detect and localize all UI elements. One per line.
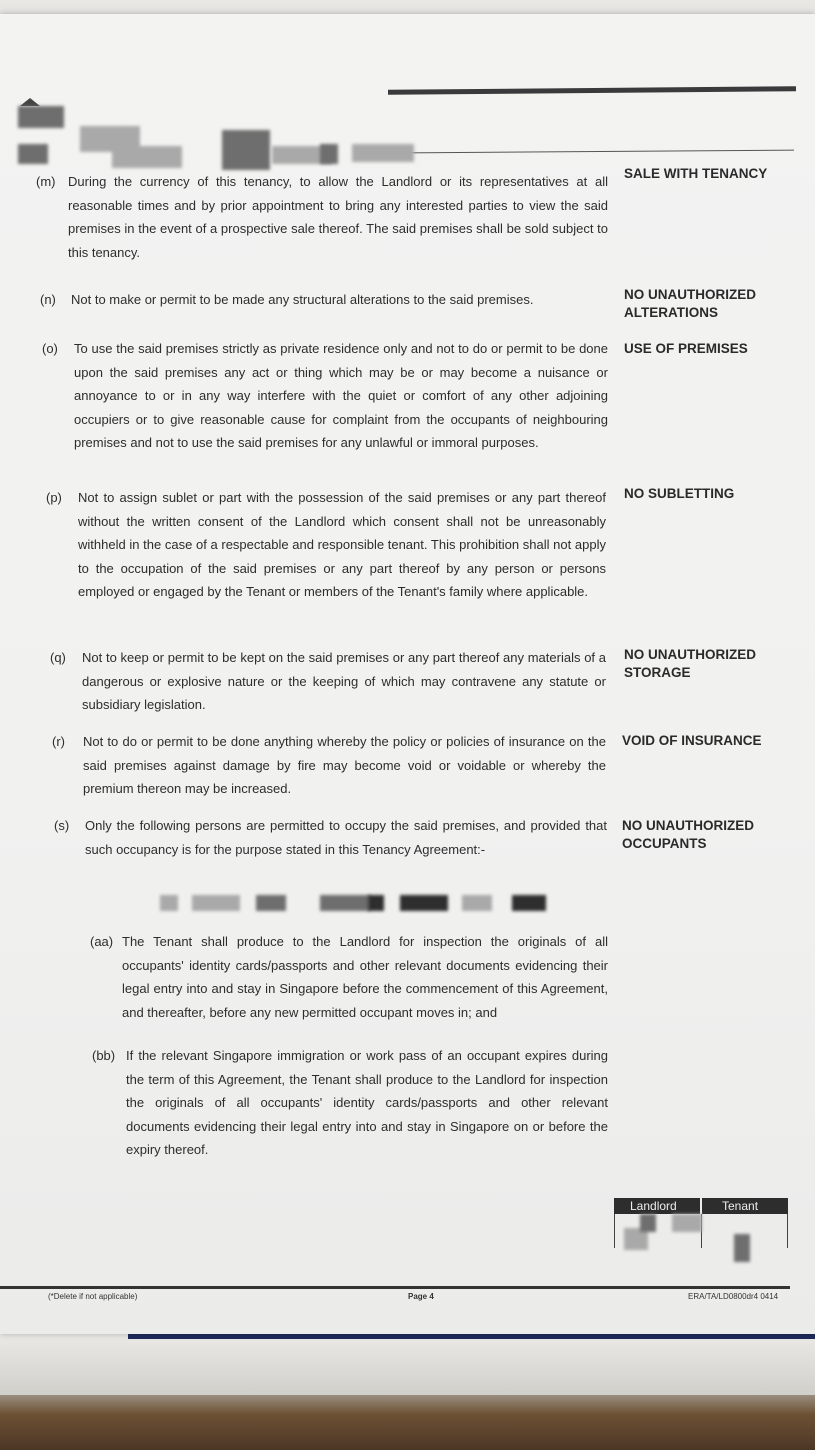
- redacted-header-block: [222, 130, 270, 170]
- clause-text: Not to do or permit to be done anything whereby the policy or policies of insurance on the said premises against damage by fire may become void or voidable or whereby the premium thereon may be increased.: [83, 734, 606, 796]
- header-rule-thin: [408, 150, 794, 154]
- clause-text: Not to assign sublet or part with the possession of the said premises or any part thereof without the written consent of the Landlord which consent shall not be unreasonably withheld in the case of a respectable and responsible tenant. This prohibition shall not apply to the occupation of the said premises or any part thereof by any person or persons employed or engaged by the Tenant or members of the Tenant's family where applicable.: [78, 490, 606, 599]
- redacted-occupant: [320, 895, 370, 911]
- redacted-header-block: [320, 144, 338, 164]
- landlord-initials-label: Landlord: [614, 1198, 700, 1214]
- underlying-sheet: [0, 1330, 815, 1400]
- redacted-occupant: [160, 895, 178, 911]
- subclause-text: If the relevant Singapore immigration or work pass of an occupant expires during the term of this Agreement, the Tenant shall produce to the Landlord for inspection the originals of all occupants' identity cards/passports and other relevant documents evidencing their legal entry into and stay in Singapore on or before the expiry thereof.: [126, 1048, 608, 1157]
- footer-note: (*Delete if not applicable): [48, 1292, 138, 1301]
- redacted-header-block: [18, 106, 64, 128]
- subclause-text: The Tenant shall produce to the Landlord for inspection the originals of all occupants' identity cards/passports and other relevant documents evidencing their legal entry into and stay in Singapore before the commencement of this Agreement, and thereafter, before any new permitted occupant moves in; and: [122, 934, 608, 1020]
- clause-letter: (p): [46, 490, 62, 505]
- redacted-occupant: [462, 895, 492, 911]
- clause-letter: (n): [40, 292, 56, 307]
- redacted-initial: [734, 1234, 750, 1262]
- redacted-occupant: [256, 895, 286, 911]
- redacted-header-block: [18, 144, 48, 164]
- redacted-initial: [672, 1214, 702, 1232]
- clause-letter: (r): [52, 734, 65, 749]
- corner-arrow-icon: [20, 98, 40, 106]
- clause-letter: (s): [54, 818, 70, 833]
- redacted-header-block: [112, 146, 182, 168]
- redacted-header-block: [352, 144, 414, 162]
- clause-text: Not to keep or permit to be kept on the said premises or any part thereof any materials of a dangerous or explosive nature or the keeping of which may contravene any statute or subsidiary legislation.: [82, 650, 606, 712]
- clause-heading: VOID OF INSURANCE: [622, 733, 762, 748]
- clause-letter: (m): [36, 174, 56, 189]
- redacted-initial: [640, 1214, 656, 1232]
- desk-background-bottom: [0, 1395, 815, 1450]
- clause-heading: NO SUBLETTING: [624, 486, 735, 501]
- tenant-initials-label: Tenant: [702, 1198, 788, 1214]
- clause-heading: NO UNAUTHORIZED OCCUPANTS: [622, 818, 754, 851]
- redacted-occupant: [192, 895, 240, 911]
- subclause-letter: (aa): [90, 934, 114, 949]
- redacted-occupant: [512, 895, 546, 911]
- redacted-occupant: [368, 895, 384, 911]
- clause-heading: NO UNAUTHORIZED STORAGE: [624, 647, 756, 680]
- redacted-occupant: [400, 895, 448, 911]
- clause-heading: SALE WITH TENANCY: [624, 166, 768, 181]
- clause-letter: (o): [42, 341, 58, 356]
- clause-heading: NO UNAUTHORIZED ALTERATIONS: [624, 287, 756, 320]
- clause-text: Only the following persons are permitted to occupy the said premises, and provided that such occupancy is for the purpose stated in this Tenancy Agreement:-: [85, 818, 607, 857]
- page-number: Page 4: [408, 1292, 434, 1301]
- subclause-letter: (bb): [92, 1048, 116, 1063]
- header-rule-thick: [388, 86, 796, 95]
- initials-box: [614, 1198, 788, 1248]
- clause-text: During the currency of this tenancy, to allow the Landlord or its representatives at all reasonable times and by prior appointment to bring any interested parties to view the said premises in the event of a prospective sale thereof. The said premises shall be sold subject to this tenancy.: [68, 174, 608, 260]
- clause-text: Not to make or permit to be made any structural alterations to the said premises.: [71, 292, 534, 307]
- clause-text: To use the said premises strictly as private residence only and not to do or permit to be done upon the said premises any act or thing which may be or may become a nuisance or annoyance to or in any way interfere with the quiet or comfort of any other adjoining occupiers or to give reasonable cause for complaint from the occupants of neighbouring premises and not to use the said premises for any unlawful or immoral purposes.: [74, 341, 608, 450]
- clause-heading: USE OF PREMISES: [624, 341, 748, 356]
- document-page: [0, 14, 815, 1334]
- clause-letter: (q): [50, 650, 66, 665]
- document-code: ERA/TA/LD0800dr4 0414: [688, 1292, 779, 1301]
